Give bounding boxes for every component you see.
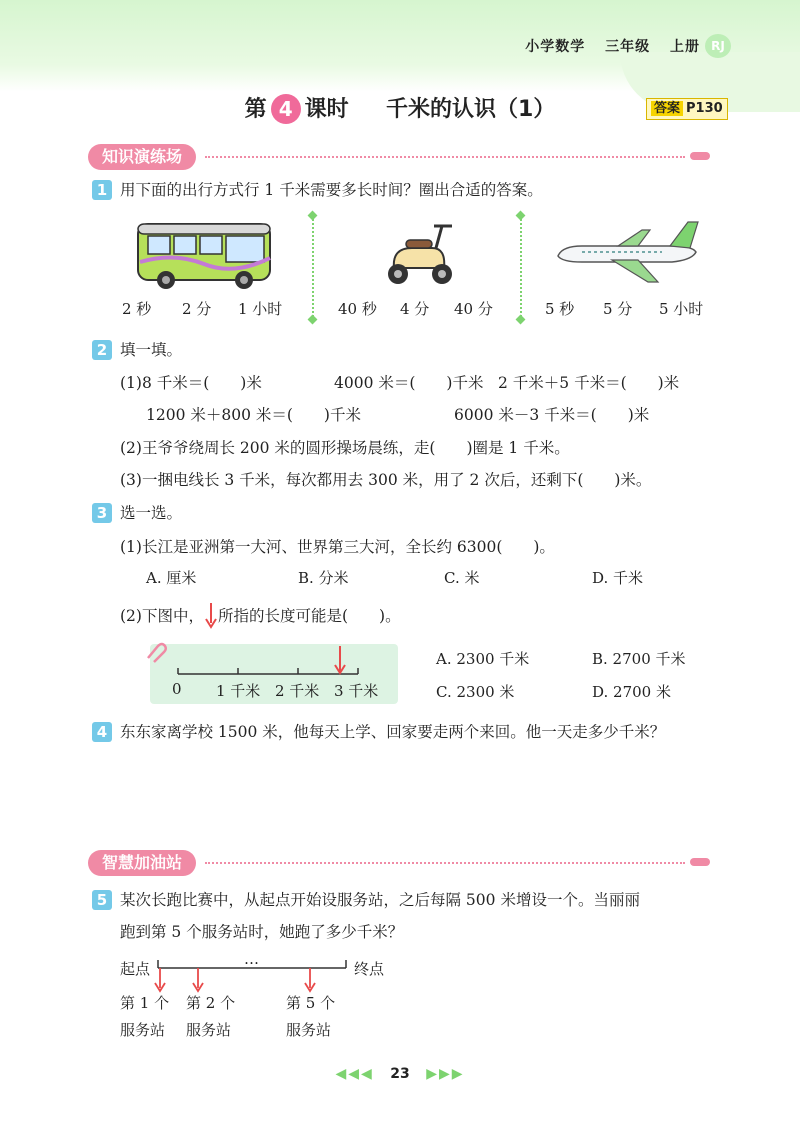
choice-option[interactable]: C. 米: [444, 569, 480, 587]
choice-option[interactable]: B. 分米: [298, 569, 349, 587]
section-knowledge: 知识演练场: [88, 144, 196, 170]
station-label: 第 1 个: [120, 994, 170, 1012]
page-number: 23: [390, 1066, 410, 1082]
ruler-label: 0: [172, 680, 182, 698]
question-text: 选一选。: [120, 504, 183, 522]
station-label: 第 2 个: [186, 994, 236, 1012]
start-label: 起点: [120, 960, 151, 978]
down-arrow-icon: [155, 968, 165, 991]
fill-blank[interactable]: 4000 米＝( )千米: [334, 374, 484, 392]
section-challenge: 智慧加油站: [88, 850, 196, 876]
divider-dot: [516, 211, 526, 221]
question-number: 5: [92, 890, 112, 910]
fill-blank[interactable]: 1200 米＋800 米＝( )千米: [146, 406, 361, 424]
end-label: 终点: [354, 960, 385, 978]
choice-option[interactable]: C. 2300 米: [436, 683, 515, 701]
choice-option[interactable]: D. 千米: [592, 569, 644, 587]
question-number: 1: [92, 180, 112, 200]
ruler-label: 3 千米: [334, 682, 379, 700]
lesson-suffix: 课时: [304, 97, 349, 122]
option[interactable]: 5 小时: [659, 300, 704, 318]
question-text: 跑到第 5 个服务站时，她跑了多少千米？: [120, 923, 404, 941]
choice-question-part-a: (2)下图中，: [120, 607, 204, 625]
divider-dot: [308, 315, 318, 325]
divider-dot: [308, 211, 318, 221]
choice-question: [120, 603, 401, 629]
down-arrow-icon: [305, 968, 315, 991]
answer-area[interactable]: [120, 750, 720, 840]
fill-blank[interactable]: 6000 米－3 千米＝( )米: [454, 406, 650, 424]
question-text: 填一填。: [120, 341, 183, 359]
fill-blank[interactable]: (2)王爷爷绕周长 200 米的圆形操场晨练，走( )圈是 1 千米。: [120, 439, 570, 457]
header-grade: 三年级: [605, 39, 651, 55]
question-text: 东东家离学校 1500 米，他每天上学、回家要走两个来回。他一天走多少千米？: [120, 723, 666, 741]
question-text: 某次长跑比赛中，从起点开始设服务站，之后每隔 500 米增设一个。当丽丽: [120, 891, 640, 909]
airplane-icon: [552, 216, 702, 286]
header-meta: [511, 36, 700, 56]
option[interactable]: 5 秒: [545, 300, 575, 318]
choice-option[interactable]: A. 厘米: [146, 569, 197, 587]
question-number: 3: [92, 503, 112, 523]
bus-icon: [134, 218, 276, 290]
down-arrow-icon: [193, 968, 203, 991]
pencil-icon: [690, 858, 710, 866]
question-number: 4: [92, 722, 112, 742]
fill-blank[interactable]: (3)一捆电线长 3 千米，每次都用去 300 米，用了 2 次后，还剩下( )米。: [120, 471, 652, 489]
section-divider: [205, 156, 685, 158]
option[interactable]: 1 小时: [238, 300, 283, 318]
fill-blank[interactable]: 2 千米＋5 千米＝( )米: [498, 374, 680, 392]
station-label: 服务站: [286, 1021, 332, 1039]
ellipsis: …: [244, 950, 259, 968]
lesson-number: 4: [271, 94, 301, 124]
option[interactable]: 40 分: [454, 300, 493, 318]
ruler-arrow-icon: [335, 646, 345, 673]
edition-badge: RJ: [705, 34, 731, 58]
next-arrows-icon: ▶▶▶: [426, 1066, 465, 1082]
lesson-title: 千米的认识（1）: [386, 97, 556, 122]
column-divider: [520, 216, 522, 320]
option[interactable]: 40 秒: [338, 300, 377, 318]
prev-arrows-icon: ◀◀◀: [335, 1066, 374, 1082]
choice-option[interactable]: A. 2300 千米: [436, 650, 530, 668]
page-footer: [0, 1066, 800, 1082]
ruler-label: 2 千米: [275, 682, 320, 700]
station-label: 第 5 个: [286, 994, 336, 1012]
fill-blank[interactable]: (1)8 千米＝( )米: [120, 374, 262, 392]
header-subject: 小学数学: [525, 39, 586, 55]
choice-option[interactable]: D. 2700 米: [592, 683, 671, 701]
lesson-prefix: 第: [244, 97, 267, 122]
station-label: 服务站: [186, 1021, 232, 1039]
option[interactable]: 2 分: [182, 300, 212, 318]
question-text: 用下面的出行方式行 1 千米需要多长时间？圈出合适的答案。: [120, 181, 543, 199]
section-divider: [205, 862, 685, 864]
divider-dot: [516, 315, 526, 325]
answer-reference[interactable]: [646, 98, 728, 120]
pencil-icon: [690, 152, 710, 160]
down-arrow-icon: [204, 603, 218, 629]
answer-label: 答案: [651, 101, 683, 116]
answer-page: P130: [686, 101, 723, 116]
choice-question-part-b: 所指的长度可能是( )。: [217, 607, 401, 625]
station-label: 服务站: [120, 1021, 166, 1039]
column-divider: [312, 216, 314, 320]
header-volume: 上册: [670, 39, 700, 55]
choice-question: (1)长江是亚洲第一大河、世界第三大河，全长约 6300( )。: [120, 538, 555, 556]
option[interactable]: 4 分: [400, 300, 430, 318]
question-number: 2: [92, 340, 112, 360]
choice-option[interactable]: B. 2700 千米: [592, 650, 686, 668]
option[interactable]: 5 分: [603, 300, 633, 318]
scooter-icon: [380, 218, 460, 290]
option[interactable]: 2 秒: [122, 300, 152, 318]
ruler-label: 1 千米: [216, 682, 261, 700]
